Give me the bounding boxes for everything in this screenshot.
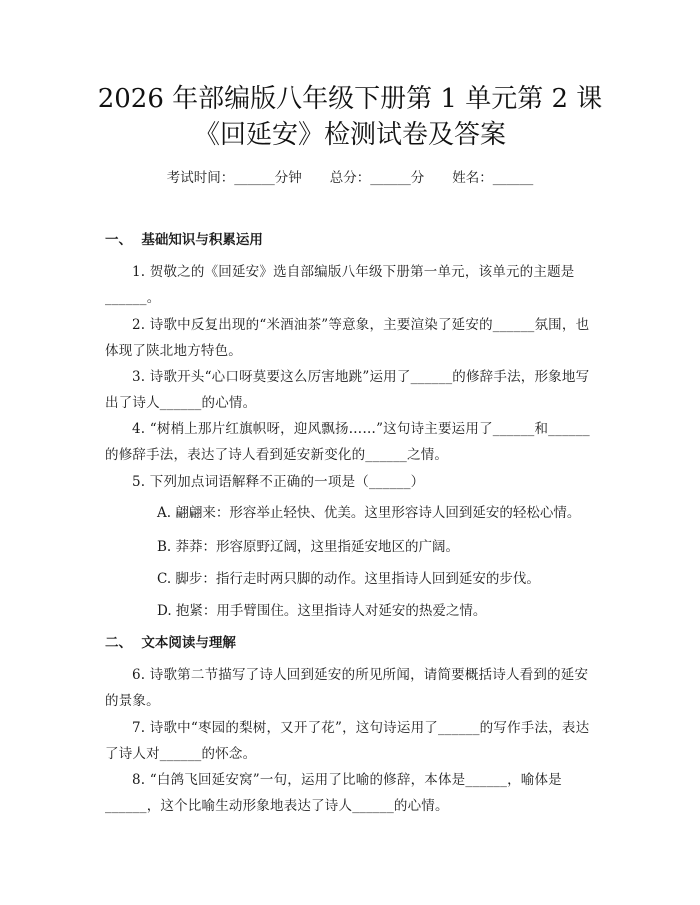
- question-5-option-c: C. 脚步：指行走时两只脚的动作。这里指诗人回到延安的步伐。: [157, 571, 540, 587]
- question-5: 5. 下列加点词语解释不正确的一项是（______）: [132, 474, 425, 490]
- exam-name: 姓名：______: [452, 170, 534, 186]
- question-4: 4. “树梢上那片红旗帜呀，迎风飘扬……”这句诗主要运用了______和______的修辞手法，表达了诗人看到延安新变化的______之情。: [105, 421, 590, 463]
- question-5-option-b: B. 莽莽：形容原野辽阔，这里指延安地区的广阔。: [157, 539, 460, 555]
- page-title-line1: 2026 年部编版八年级下册第 1 单元第 2 课: [97, 84, 603, 114]
- question-8: 8. “白鸽飞回延安窝”一句，运用了比喻的修辞，本体是______，喻体是______，这个比喻生动形象地表达了诗人______的心情。: [105, 772, 562, 814]
- section-heading-1: 一、 基础知识与积累运用: [105, 232, 263, 248]
- exam-time: 考试时间：______分钟: [166, 170, 302, 186]
- question-3: 3. 诗歌开头“心口呀莫要这么厉害地跳”运用了______的修辞手法，形象地写出了诗人______的心情。: [105, 369, 590, 411]
- question-1: 1. 贺敬之的《回延安》选自部编版八年级下册第一单元，该单元的主题是______。: [105, 264, 575, 306]
- section-heading-2: 二、 文本阅读与理解: [105, 635, 236, 651]
- question-2: 2. 诗歌中反复出现的“米酒油茶”等意象，主要渲染了延安的______氛围，也体现了陕北地方特色。: [105, 317, 590, 359]
- question-5-option-a: A. 翩翩来：形容举止轻快、优美。这里形容诗人回到延安的轻松心情。: [157, 505, 581, 521]
- page-title-line2: 《回延安》检测试卷及答案: [193, 120, 506, 150]
- question-7: 7. 诗歌中“枣园的梨树，又开了花”，这句诗运用了______的写作手法，表达了诗人对______的怀念。: [105, 720, 590, 762]
- exam-meta: [0, 168, 700, 188]
- exam-score: 总分：______分: [329, 170, 425, 186]
- question-6: 6. 诗歌第二节描写了诗人回到延安的所见所闻，请简要概括诗人看到的延安的景象。: [105, 667, 589, 709]
- question-5-option-d: D. 抱紧：用手臂围住。这里指诗人对延安的热爱之情。: [157, 603, 487, 619]
